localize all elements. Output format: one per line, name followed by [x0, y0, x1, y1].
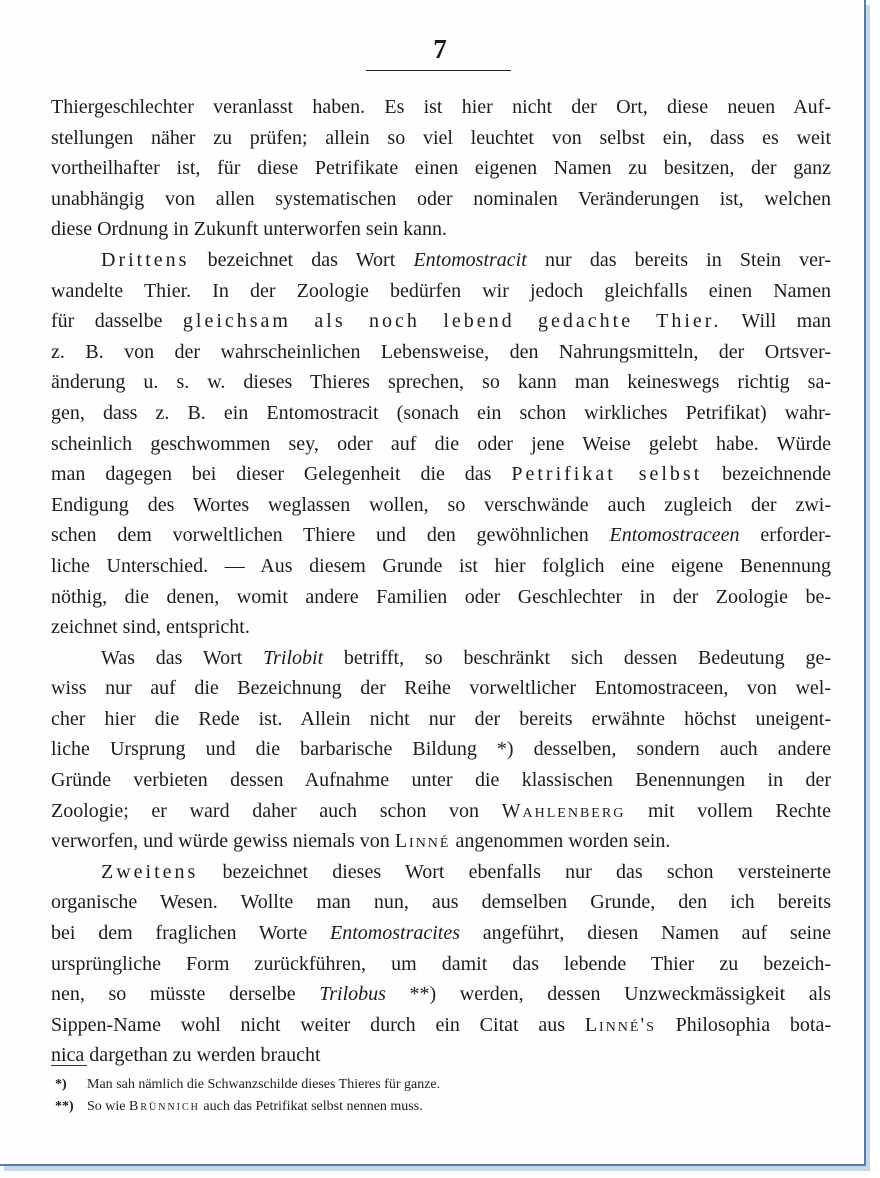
text-segment: bei dem fraglichen Worte	[51, 922, 331, 945]
text-line	[51, 459, 831, 490]
text-line	[51, 276, 831, 307]
text-segment: Drittens	[101, 248, 190, 271]
text-segment: bezeichnet dieses Wort ebenfalls nur das schon versteinerte	[198, 860, 831, 883]
text-segment: stellungen näher zu prüfen; allein so viel leuchtet von selbst ein, dass es weit	[51, 126, 831, 149]
text-segment: angeführt, diesen Namen auf seine	[460, 922, 831, 945]
text-line	[51, 857, 831, 888]
paragraph	[51, 643, 831, 857]
text-line	[51, 582, 831, 613]
text-segment: gen, dass z. B. ein Entomostracit (sonach ein schon wirkliches Petrifikat) wahr-	[51, 401, 831, 424]
text-segment: bezeichnet das Wort	[189, 248, 414, 271]
text-segment: bezeichnende	[702, 463, 831, 486]
text-line	[51, 153, 831, 184]
text-segment: Linné	[394, 830, 451, 853]
text-line	[51, 92, 831, 123]
text-segment: änderung u. s. w. dieses Thieres sprechen, so kann man keineswegs richtig sa-	[51, 371, 831, 394]
header-rule	[366, 70, 511, 71]
text-line	[51, 704, 831, 735]
text-segment: wiss nur auf die Bezeichnung der Reihe vorweltlicher Entomostraceen, von wel-	[51, 677, 831, 700]
text-segment: zeichnet sind, entspricht.	[51, 616, 250, 639]
text-line	[51, 887, 831, 918]
text-segment: Petrifikat selbst	[511, 463, 703, 486]
text-line	[51, 398, 831, 429]
text-segment: nen, so müsste derselbe	[51, 983, 320, 1006]
text-segment: schen dem vorweltlichen Thiere und den gewöhnlichen	[51, 524, 610, 547]
text-segment: liche Ursprung und die barbarische Bildung *) desselben, sondern auch andere	[51, 738, 831, 761]
text-line	[51, 429, 831, 460]
text-segment: vortheilhafter ist, für diese Petrifikate einen eigenen Namen zu besitzen, der ganz	[51, 157, 831, 180]
text-segment: Trilobus	[319, 983, 386, 1006]
text-segment: Entomostraceen	[609, 524, 740, 547]
text-segment: man dagegen bei dieser Gelegenheit die das	[51, 463, 512, 486]
paragraph	[51, 857, 831, 1071]
text-segment: diese Ordnung in Zukunft unterworfen sein kann.	[51, 218, 448, 241]
text-segment: **) werden, dessen Unzweckmässigkeit als	[385, 983, 831, 1006]
paragraph	[51, 245, 831, 643]
text-segment: z. B. von der wahrscheinlichen Lebensweise, den Nahrungsmitteln, der Ortsver-	[51, 340, 831, 363]
text-line	[51, 490, 831, 521]
text-segment: organische Wesen. Wollte man nun, aus demselben Grunde, den ich bereits	[51, 891, 831, 914]
page-number: 7	[433, 34, 447, 64]
text-segment: Entomostracit	[413, 248, 527, 271]
text-segment: liche Unterschied. — Aus diesem Grunde ist hier folglich eine eigene Benennung	[51, 554, 831, 577]
footnote-list	[51, 1074, 831, 1118]
text-line	[51, 245, 831, 276]
footnotes	[51, 1065, 831, 1118]
paragraph	[51, 92, 831, 245]
text-line	[51, 643, 831, 674]
text-line	[51, 337, 831, 368]
text-segment: nur das bereits in Stein ver-	[526, 248, 831, 271]
text-segment: unabhängig von allen systematischen oder nominalen Veränderungen ist, welchen	[51, 187, 831, 210]
text-line	[51, 214, 831, 245]
text-line	[51, 551, 831, 582]
footnote-text	[87, 1074, 440, 1096]
text-segment: nica dargethan zu werden braucht	[51, 1044, 321, 1067]
text-segment: betrifft, so beschränkt sich dessen Bedeutung ge-	[323, 646, 831, 669]
text-line	[51, 796, 831, 827]
text-segment: Sippen-Name wohl nicht weiter durch ein Citat aus	[51, 1013, 585, 1036]
text-segment: Entomostracites	[330, 922, 461, 945]
footnote	[51, 1074, 831, 1096]
text-segment: Wahlenberg	[501, 799, 626, 822]
text-segment: Zweitens	[101, 860, 199, 883]
text-segment: Brünnich	[129, 1099, 200, 1114]
text-segment: Man sah nämlich die Schwanzschilde dieses Thieres für ganze.	[87, 1077, 441, 1092]
text-line	[51, 1010, 831, 1041]
text-segment: Thiergeschlechter veranlasst haben. Es ist hier nicht der Ort, diese neuen Auf-	[51, 96, 831, 118]
text-segment: Endigung des Wortes weglassen wollen, so verschwände auch zugleich der zwi-	[51, 493, 831, 516]
text-line	[51, 184, 831, 215]
text-segment: scheinlich geschwommen sey, oder auf die oder jene Weise gelebt habe. Würde	[51, 432, 831, 455]
text-segment: erforder-	[739, 524, 832, 547]
text-line	[51, 734, 831, 765]
text-line	[51, 673, 831, 704]
text-line	[51, 123, 831, 154]
text-segment: mit vollem Rechte	[625, 799, 832, 822]
text-line	[51, 612, 831, 643]
text-segment: Was das Wort	[101, 646, 264, 669]
text-segment: Gründe verbieten dessen Aufnahme unter die klassischen Benennungen in der	[51, 769, 831, 792]
body-text	[51, 92, 831, 1071]
text-line	[51, 765, 831, 796]
footnote-text	[87, 1096, 423, 1118]
footnote	[51, 1096, 831, 1118]
text-segment: wandelte Thier. In der Zoologie bedürfen wir jedoch gleichfalls einen Namen	[51, 279, 831, 302]
text-segment: gleichsam als noch lebend gedachte Thier.	[182, 310, 722, 333]
text-line	[51, 826, 831, 857]
text-line	[51, 367, 831, 398]
text-line	[51, 979, 831, 1010]
footnote-rule	[51, 1065, 87, 1066]
text-line	[51, 918, 831, 949]
text-line	[51, 949, 831, 980]
text-segment: für dasselbe	[51, 310, 183, 333]
text-segment: Philosophia bota-	[655, 1013, 831, 1036]
text-segment: Linné's	[584, 1013, 656, 1036]
text-segment: Will man	[721, 310, 831, 333]
text-line	[51, 306, 831, 337]
text-segment: verworfen, und würde gewiss niemals von	[51, 830, 395, 853]
text-segment: So wie	[87, 1099, 129, 1114]
text-segment: nöthig, die denen, womit andere Familien oder Geschlechter in der Zoologie be-	[51, 585, 831, 608]
text-segment: ursprüngliche Form zurückführen, um damit das lebende Thier zu bezeich-	[51, 952, 831, 975]
text-segment: Trilobit	[263, 646, 324, 669]
text-segment: auch das Petrifikat selbst nennen muss.	[199, 1099, 423, 1114]
footnote-marker: **)	[55, 1099, 74, 1114]
text-line	[51, 520, 831, 551]
text-segment: angenommen worden sein.	[450, 830, 671, 853]
text-segment: cher hier die Rede ist. Allein nicht nur der bereits erwähnte höchst uneigent-	[51, 707, 831, 730]
footnote-marker: *)	[55, 1077, 67, 1092]
text-segment: Zoologie; er ward daher auch schon von	[51, 799, 502, 822]
